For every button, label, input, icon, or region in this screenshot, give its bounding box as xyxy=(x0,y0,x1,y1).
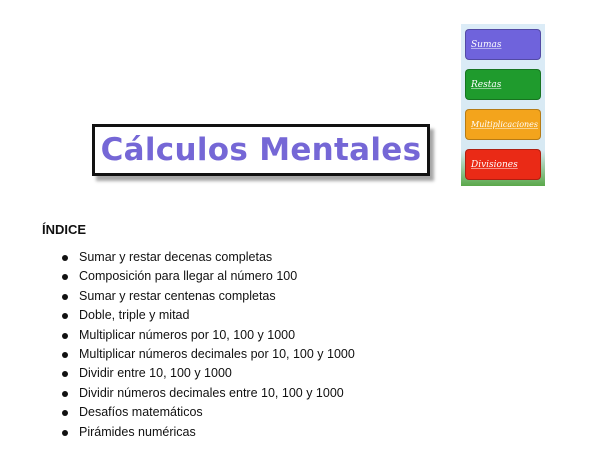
list-item-label: Composición para llegar al número 100 xyxy=(79,269,298,284)
page-title: Cálculos Mentales xyxy=(100,132,422,168)
bullet-icon xyxy=(62,313,68,319)
divisiones-button[interactable] xyxy=(465,149,541,180)
list-item[interactable] xyxy=(42,384,355,403)
list-item[interactable] xyxy=(42,345,355,364)
sumas-button[interactable] xyxy=(465,29,541,60)
list-item-label: Multiplicar números por 10, 100 y 1000 xyxy=(79,327,296,342)
list-item-label: Sumar y restar decenas completas xyxy=(79,250,273,264)
bullet-icon xyxy=(62,371,68,377)
bullet-icon xyxy=(62,430,68,436)
index-heading: ÍNDICE xyxy=(42,222,87,237)
list-item-label: Doble, triple y mitad xyxy=(79,308,190,323)
list-item-label: Dividir números decimales entre 10, 100 y 1000 xyxy=(79,385,344,400)
bullet-icon xyxy=(62,333,68,339)
list-item-label: Sumar y restar centenas completas xyxy=(79,288,276,303)
list-item-label: Desafíos matemáticos xyxy=(79,405,203,420)
bullet-icon xyxy=(62,410,68,416)
multiplicaciones-button-label: Multiplicaciones xyxy=(471,120,539,129)
list-item[interactable] xyxy=(42,364,355,383)
operations-menu xyxy=(461,24,545,186)
restas-button-label: Restas xyxy=(471,79,502,90)
bullet-icon xyxy=(62,274,68,280)
title-banner xyxy=(92,124,430,176)
list-item-label: Multiplicar números decimales por 10, 100 y 1000 xyxy=(79,346,355,361)
list-item[interactable] xyxy=(42,248,355,267)
list-item[interactable] xyxy=(42,326,355,345)
list-item-label: Pirámides numéricas xyxy=(79,424,196,439)
bullet-icon xyxy=(62,352,68,358)
list-item-label: Dividir entre 10, 100 y 1000 xyxy=(79,366,232,381)
bullet-icon xyxy=(62,391,68,397)
list-item[interactable] xyxy=(42,287,355,306)
bullet-icon xyxy=(62,294,68,300)
divisiones-button-label: Divisiones xyxy=(471,159,518,170)
list-item[interactable] xyxy=(42,267,355,286)
bullet-icon xyxy=(62,255,68,261)
restas-button[interactable] xyxy=(465,69,541,100)
list-item[interactable] xyxy=(42,306,355,325)
sumas-button-label: Sumas xyxy=(471,39,502,50)
multiplicaciones-button[interactable] xyxy=(465,109,541,140)
list-item[interactable] xyxy=(42,423,355,442)
list-item[interactable] xyxy=(42,403,355,422)
index-list xyxy=(42,248,355,442)
